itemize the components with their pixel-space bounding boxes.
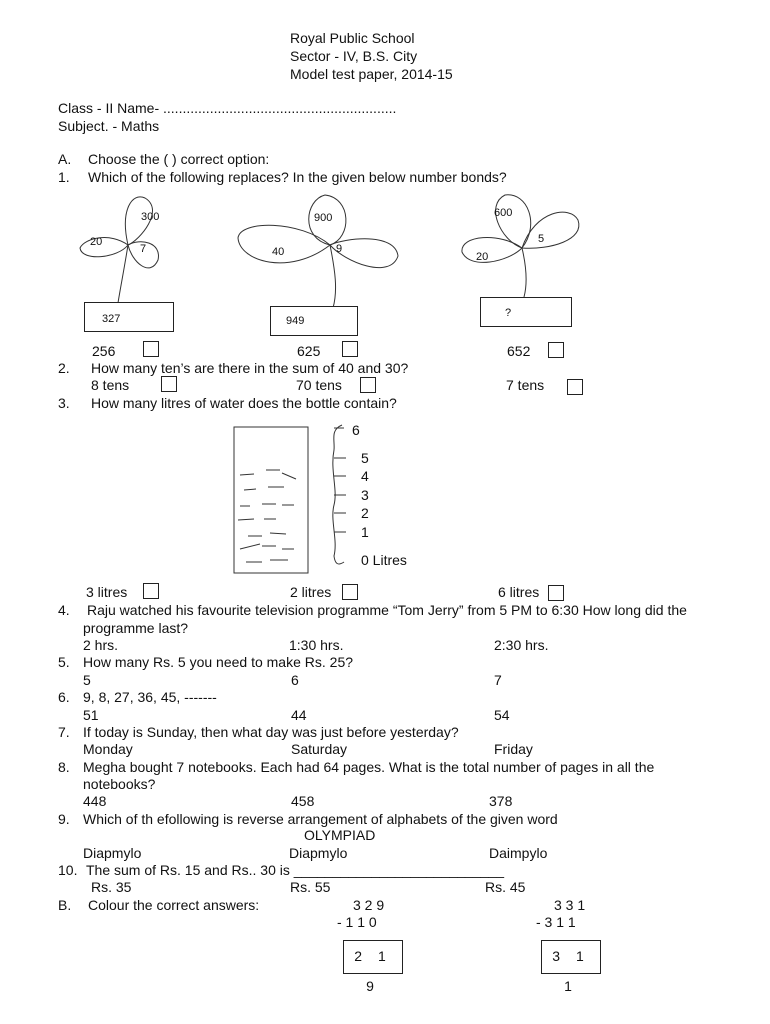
sum1-answer-box[interactable]: 2 1 9: [343, 940, 403, 974]
scale-5: 5: [361, 450, 369, 466]
q2-option-b-checkbox[interactable]: [360, 377, 376, 393]
q1-option-a: 256: [92, 343, 116, 359]
q7-option-c: Friday: [494, 741, 533, 757]
sum2-top: 3 3 1: [554, 897, 586, 913]
q3-option-b-checkbox[interactable]: [342, 584, 358, 600]
section-b-title: Colour the correct answers:: [88, 897, 260, 913]
q4-option-c: 2:30 hrs.: [494, 637, 549, 653]
q2-option-a: 8 tens: [91, 377, 130, 393]
q1-option-a-checkbox[interactable]: [143, 341, 159, 357]
q6-option-c: 54: [494, 707, 510, 723]
q9-option-b: Diapmylo: [289, 845, 348, 861]
q10-number: 10.: [58, 862, 78, 878]
class-name-line: Class - II Name- ............................................................: [58, 100, 397, 116]
q9-option-c: Daimpylo: [489, 845, 548, 861]
scale-3: 3: [361, 487, 369, 503]
bond2-left: 40: [272, 246, 285, 258]
bond3-top: 600: [494, 207, 513, 219]
q3-option-b: 2 litres: [290, 584, 332, 600]
subject-line: Subject. - Maths: [58, 118, 160, 134]
q2-option-c: 7 tens: [506, 377, 545, 393]
q9-option-a: Diapmylo: [83, 845, 142, 861]
q6-number: 6.: [58, 689, 70, 705]
scale-6: 6: [352, 422, 360, 438]
q5-option-b: 6: [291, 672, 299, 688]
q7-text: If today is Sunday, then what day was just before yesterday?: [83, 724, 459, 740]
section-b-label: B.: [58, 897, 72, 913]
q7-number: 7.: [58, 724, 70, 740]
q10-option-c: Rs. 45: [485, 879, 526, 895]
q2-option-b: 70 tens: [296, 377, 342, 393]
paper-title: Model test paper, 2014-15: [290, 66, 453, 82]
q8-option-a: 448: [83, 793, 107, 809]
q10-option-b: Rs. 55: [290, 879, 331, 895]
q7-option-a: Monday: [83, 741, 133, 757]
sum1-top: 3 2 9: [353, 897, 385, 913]
q10-text: The sum of Rs. 15 and Rs.. 30 is ___________________________: [86, 862, 504, 878]
q2-text: How many ten’s are there in the sum of 40 and 30?: [91, 360, 409, 376]
bond3-total-box: [480, 297, 572, 327]
bond3-right: 5: [538, 233, 545, 245]
q6-option-b: 44: [291, 707, 307, 723]
q4-text-cont: programme last?: [83, 620, 189, 636]
q5-number: 5.: [58, 654, 70, 670]
q4-option-a: 2 hrs.: [83, 637, 119, 653]
school-sector: Sector - IV, B.S. City: [290, 48, 418, 64]
bond1-left: 20: [90, 236, 103, 248]
q2-number: 2.: [58, 360, 70, 376]
q10-option-a: Rs. 35: [91, 879, 132, 895]
q3-option-a-checkbox[interactable]: [143, 583, 159, 599]
bond1-total-box: [84, 302, 174, 332]
sum1-bottom: - 1 1 0: [337, 914, 377, 930]
school-name: Royal Public School: [290, 30, 415, 46]
section-a-title: Choose the ( ) correct option:: [88, 151, 270, 167]
scale-1: 1: [361, 524, 369, 540]
q5-option-c: 7: [494, 672, 502, 688]
bond2-top: 900: [314, 212, 333, 224]
q9-text: Which of th efollowing is reverse arrangement of alphabets of the given word: [83, 811, 558, 827]
q4-text: Raju watched his favourite television programme “Tom Jerry” from 5 PM to 6:30 How long did the: [87, 602, 687, 618]
q8-option-c: 378: [489, 793, 513, 809]
q3-number: 3.: [58, 395, 70, 411]
q7-option-b: Saturday: [291, 741, 348, 757]
bond3-total: ?: [505, 307, 512, 319]
q1-option-c-checkbox[interactable]: [548, 342, 564, 358]
bond2-total-box: [270, 306, 358, 336]
q1-option-b-checkbox[interactable]: [342, 341, 358, 357]
bond2-total: 949: [286, 315, 305, 327]
bond1-total: 327: [102, 313, 121, 325]
q8-text: Megha bought 7 notebooks. Each had 64 pages. What is the total number of pages in all the: [83, 759, 655, 775]
sum2-bottom: - 3 1 1: [536, 914, 576, 930]
q9-word: OLYMPIAD: [304, 827, 376, 843]
q2-option-c-checkbox[interactable]: [567, 379, 583, 395]
q4-option-b: 1:30 hrs.: [289, 637, 344, 653]
q6-option-a: 51: [83, 707, 99, 723]
q1-text: Which of the following replaces? In the given below number bonds?: [88, 169, 507, 185]
sum2-answer-box[interactable]: 3 1 1: [541, 940, 601, 974]
q3-text: How many litres of water does the bottle contain?: [91, 395, 397, 411]
q3-option-c: 6 litres: [498, 584, 540, 600]
bond1-top: 300: [141, 211, 160, 223]
scale-0-litres: 0 Litres: [361, 552, 407, 568]
q8-text-cont: notebooks?: [83, 776, 156, 792]
q8-option-b: 458: [291, 793, 315, 809]
bond3-left: 20: [476, 251, 489, 263]
q2-option-a-checkbox[interactable]: [161, 376, 177, 392]
q1-option-b: 625: [297, 343, 321, 359]
q5-text: How many Rs. 5 you need to make Rs. 25?: [83, 654, 354, 670]
bond1-right: 7: [140, 243, 147, 255]
section-a-label: A.: [58, 151, 72, 167]
q8-number: 8.: [58, 759, 70, 775]
q5-option-a: 5: [83, 672, 91, 688]
q4-number: 4.: [58, 602, 70, 618]
bond2-right: 9: [336, 243, 343, 255]
q6-text: 9, 8, 27, 36, 45, -------: [83, 689, 217, 705]
q3-option-c-checkbox[interactable]: [548, 585, 564, 601]
scale-2: 2: [361, 505, 369, 521]
q9-number: 9.: [58, 811, 70, 827]
q3-option-a: 3 litres: [86, 584, 128, 600]
q1-option-c: 652: [507, 343, 531, 359]
q1-number: 1.: [58, 169, 70, 185]
scale-4: 4: [361, 468, 369, 484]
